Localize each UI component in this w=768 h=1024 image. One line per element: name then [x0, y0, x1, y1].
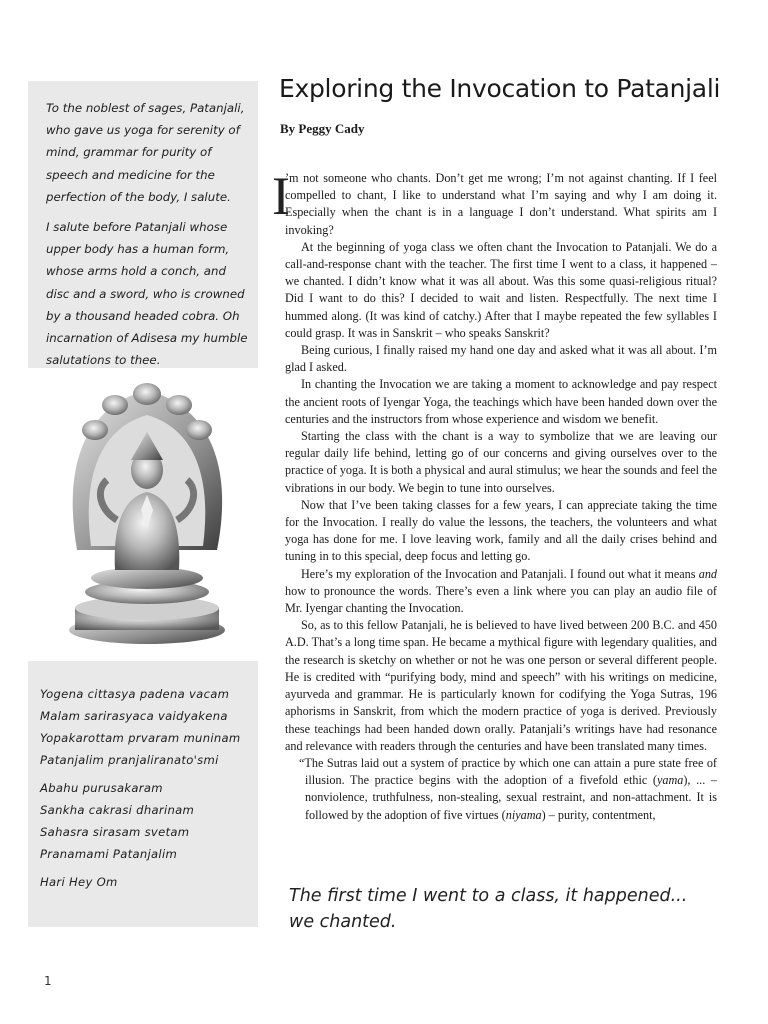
- chant-line: Yopakarottam prvaram muninam: [40, 731, 241, 745]
- article-paragraph: In chanting the Invocation we are taking a moment to acknowledge and pay respect the ancient roots of Iyengar Yoga, the teachings which have been handed down over the centuries and the instructors from whose experience and wisdom we benefit.: [285, 377, 717, 426]
- quote-text: ) – purity, contentment,: [541, 807, 656, 822]
- article-paragraph: [285, 170, 717, 239]
- statue-illustration: [55, 370, 235, 655]
- article-paragraph: At the beginning of yoga class we often chant the Invocation to Patanjali. We do a call-and-response chant with the teacher. The first time I went to a class, it happened – we chanted. I didn’t know what it was all about. Was this some quasi-religious ritual? Did I want to do this? I decided to wait and listen. Respectfully. The next time I hummed along. (It was kind of catchy.) After that I maybe repeated the few syllables I could grasp. It was in Sanskrit – who speaks Sanskrit?: [285, 239, 717, 340]
- article-byline: By Peggy Cady: [280, 121, 365, 136]
- chant-line: Patanjalim pranjaliranato'smi: [40, 753, 219, 767]
- invocation-translation-box: [28, 81, 258, 368]
- sanskrit-chant-box: [28, 661, 258, 927]
- chant-closing: Hari Hey Om: [40, 875, 118, 889]
- translation-paragraph: I salute before Patanjali whose upper body has a human form, whose arms hold a conch, and disc and a sword, who is crowned by a thousand headed cobra. Oh incarnation of Adisesa my humble salutations to thee.: [46, 220, 248, 368]
- paragraph-text: ’m not someone who chants. Don’t get me wrong; I’m not against chanting. If I feel compelled to chant, I like to understand what I’m saying and why I am doing it. Especially when the chant is in a language I don’t understand. What spirits am I invoking?: [285, 171, 717, 237]
- block-quote: [299, 755, 717, 824]
- chant-stanza: [40, 683, 250, 771]
- paragraph-text: Here’s my exploration of the Invocation and Patanjali. I found out what it means: [301, 566, 699, 581]
- chant-stanza: [40, 871, 250, 893]
- emphasis-text: niyama: [505, 807, 542, 822]
- article-paragraph: So, as to this fellow Patanjali, he is believed to have lived between 200 B.C. and 450 A.D. That’s a long time span. He became a mythical figure with legendary qualities, and the research is sketchy on whether or not he was one person or several different people. He is credited with “purifying body, mind and speech” with his writings on medicine, ayurveda and grammar. He is particularly known for codifying the Yoga Sutras, 196 aphorisms in Sanskrit, from which the modern practice of yoga is derived. Previously these teachings had been handed down orally. Patanjali’s writings have had resonance and relevance with readers through the centuries and have been translated many times.: [285, 618, 717, 753]
- chant-line: Sahasra sirasam svetam: [40, 825, 190, 839]
- emphasis-text: and: [698, 566, 717, 581]
- page-number: 1: [44, 974, 52, 988]
- translation-paragraph: To the noblest of sages, Patanjali, who gave us yoga for serenity of mind, grammar for purity of speech and medicine for the perfection of the body, I salute.: [46, 101, 245, 204]
- chant-line: Abahu purusakaram: [40, 781, 163, 795]
- quote-text: ), ... – nonviolence, truthfulness, non-stealing, sexual restraint, and non-attachment. It is followed by the adoption of five virtues (: [305, 773, 717, 822]
- patanjali-statue-image: [55, 370, 235, 655]
- article-title: Exploring the Invocation to Patanjali: [279, 74, 721, 103]
- chant-stanza: [40, 777, 250, 865]
- chant-line: Pranamami Patanjalim: [40, 847, 178, 861]
- article-paragraph: Being curious, I finally raised my hand one day and asked what it was all about. I’m glad I asked.: [285, 343, 717, 375]
- paragraph-text: how to pronounce the words. There’s even a link where you can play an audio file of Mr. Iyengar chanting the Invocation.: [285, 583, 717, 616]
- chant-line: Sankha cakrasi dharinam: [40, 803, 195, 817]
- article-body: [285, 170, 717, 824]
- chant-line: Malam sarirasyaca vaidyakena: [40, 709, 228, 723]
- quote-text: “The Sutras laid out a system of practice by which one can attain a pure state free of illusion. The practice begins with the adoption of a fivefold ethic (: [299, 755, 717, 788]
- article-paragraph: Now that I’ve been taking classes for a few years, I can appreciate taking the time for the Invocation. I really do value the lessons, the teachers, the volunteers and what yoga has done for me. I love leaving work, family and all the daily crises behind and tuning in to this special, deep focus and letting go.: [285, 497, 717, 564]
- emphasis-text: yama: [656, 773, 684, 788]
- pull-quote: The first time I went to a class, it happened... we chanted.: [289, 886, 688, 932]
- chant-line: Yogena cittasya padena vacam: [40, 687, 230, 701]
- article-paragraph: Starting the class with the chant is a way to symbolize that we are leaving our regular daily life behind, letting go of our concerns and giving ourselves over to the practice of yoga. It is both a physical and aural stimulus; we hear the sounds and feel the vibrations in our body. We begin to tune into ourselves.: [285, 429, 717, 495]
- article-paragraph: [285, 566, 717, 618]
- drop-cap: I: [272, 166, 290, 226]
